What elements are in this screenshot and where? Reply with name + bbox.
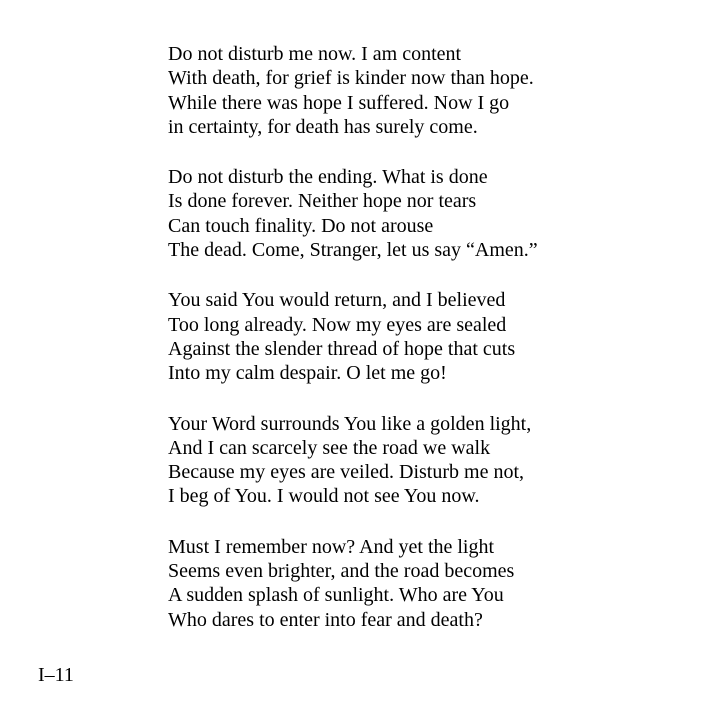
poem-line: Seems even brighter, and the road becomes	[168, 560, 515, 583]
poem-line: While there was hope I suffered. Now I go	[168, 91, 510, 114]
poem-line: Because my eyes are veiled. Disturb me not,	[168, 461, 524, 484]
poem-body	[168, 42, 688, 632]
poem-line: Do not disturb me now. I am content	[168, 43, 462, 65]
poem-line: Who dares to enter into fear and death?	[168, 608, 483, 631]
poem-line: The dead. Come, Stranger, let us say “Amen.”	[168, 239, 538, 262]
poem-line: Your Word surrounds You like a golden light,	[168, 412, 532, 435]
poem-line: Must I remember now? And yet the light	[168, 535, 495, 558]
poem-line: And I can scarcely see the road we walk	[168, 436, 491, 459]
poem-line: Into my calm despair. O let me go!	[168, 362, 447, 385]
page-number: I–11	[38, 664, 74, 686]
poem-line: I beg of You. I would not see You now.	[168, 485, 480, 508]
stanza-5	[168, 535, 688, 632]
poem-line: With death, for grief is kinder now than hope.	[168, 67, 534, 90]
poem-line: A sudden splash of sunlight. Who are You	[168, 584, 504, 607]
poem-line: Against the slender thread of hope that cuts	[168, 337, 516, 360]
poem-line: Too long already. Now my eyes are sealed	[168, 313, 507, 336]
poem-line: You said You would return, and I believed	[168, 289, 506, 312]
poem-line: Is done forever. Neither hope nor tears	[168, 190, 477, 213]
stanza-4	[168, 412, 688, 509]
stanza-1	[168, 42, 688, 139]
poem-line: Can touch finality. Do not arouse	[168, 214, 434, 237]
stanza-3	[168, 288, 688, 385]
stanza-2	[168, 165, 688, 262]
poem-line: in certainty, for death has surely come.	[168, 115, 478, 138]
poem-line: Do not disturb the ending. What is done	[168, 166, 488, 189]
